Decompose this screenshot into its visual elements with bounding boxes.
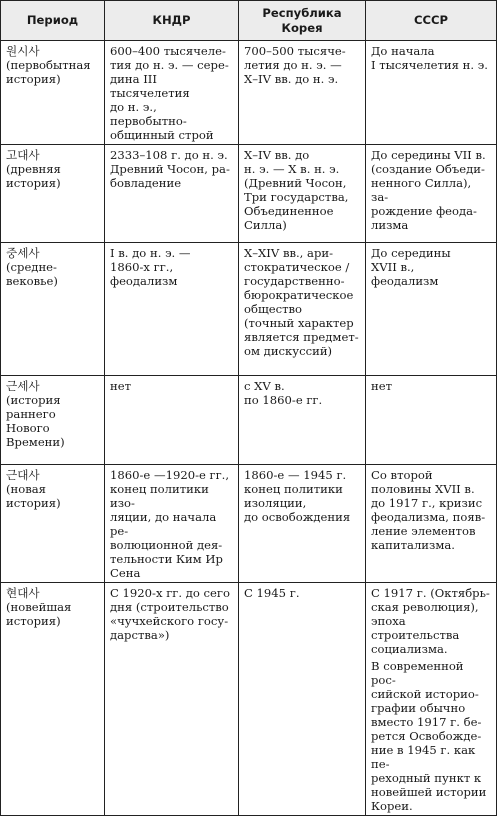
period-text: 중세사 (средне- вековье) [6,246,58,288]
rok-text: С 1945 г. [244,586,300,600]
period-text: 근세사 (история раннего Нового Времени) [6,379,65,449]
table-row [1,243,497,376]
ussr-cell [366,145,497,243]
period-cell [1,376,105,465]
ussr-historiography-note: В современной рос- сийской историо- графии обычно вместо 1917 г. бе- рется Освобожде- ние в 1945 г. как пе- реходный пункт к новейшей истории Кореи. [371,659,487,813]
header-dprk: КНДР [105,1,239,41]
period-text: 근대사 (новая история) [6,468,61,510]
dprk-text: 2333–108 г. до н. э. Древний Чосон, ра- бовладение [110,148,230,190]
ussr-cell [366,243,497,376]
ussr-text: До середины XVII в., феодализм [371,246,451,288]
period-text: 고대사 (древняя история) [6,148,61,190]
header-row [1,1,497,41]
period-text: 원시사 (первобытная история) [6,44,91,86]
table-row [1,145,497,243]
rok-text: X–IV вв. до н. э. — X в. н. э. (Древний Чосон, Три государства, Объединенное Силла) [244,148,349,232]
table-row [1,583,497,816]
dprk-text: С 1920-х гг. до сего дня (строительство «чучхейского госу- дарства») [110,586,230,642]
table-row [1,41,497,145]
rok-cell [239,243,366,376]
dprk-text: нет [110,379,132,393]
rok-text: 1860-е — 1945 г. конец политики изоляции, до освобождения [244,468,351,524]
dprk-cell [105,376,239,465]
rok-text: 700–500 тысяче- летия до н. э. — X–IV вв. до н. э. [244,44,346,86]
dprk-text: 600–400 тысячеле- тия до н. э. — сере- дина III тысячелетия до н. э., первобытно- общинный строй [110,44,229,142]
header-period: Период [1,1,105,41]
ussr-text: До середины VII в. (создание Объеди- ненного Силла), за- рождение феода- лизма [371,148,486,232]
rok-text: с XV в. по 1860-е гг. [244,379,323,407]
dprk-cell [105,583,239,816]
dprk-text: 1860-е —1920-е гг., конец политики изо- ляции, до начала ре- волюционной дея- тельности Ким Ир Сена [110,468,230,580]
period-text: 현대사 (новейшая история) [6,586,72,628]
header-ussr: СССР [366,1,497,41]
ussr-cell [366,465,497,583]
ussr-text: Со второй половины XVII в. до 1917 г., кризис феодализма, появ- ление элементов капитализма. [371,468,486,552]
ussr-text: До начала I тысячелетия н. э. [371,44,488,72]
period-cell [1,583,105,816]
period-cell [1,41,105,145]
dprk-text: I в. до н. э. — 1860-х гг., феодализм [110,246,191,288]
period-cell [1,243,105,376]
period-cell [1,145,105,243]
rok-cell [239,145,366,243]
period-cell [1,465,105,583]
rok-cell [239,583,366,816]
rok-text: X–XIV вв., ари- стократическое / государственно- бюрократическое общество (точный характер является предмет- ом дискуссий) [244,246,359,358]
rok-cell [239,41,366,145]
ussr-text: нет [371,379,393,393]
table-row [1,376,497,465]
rok-cell [239,376,366,465]
dprk-cell [105,465,239,583]
ussr-cell [366,583,497,816]
dprk-cell [105,145,239,243]
table-row [1,465,497,583]
ussr-text: С 1917 г. (Октябрь- ская революция), эпоха строительства социализма. [371,586,490,656]
dprk-cell [105,243,239,376]
ussr-cell [366,41,497,145]
header-rok: Республика Корея [239,1,366,41]
rok-cell [239,465,366,583]
ussr-cell [366,376,497,465]
dprk-cell [105,41,239,145]
